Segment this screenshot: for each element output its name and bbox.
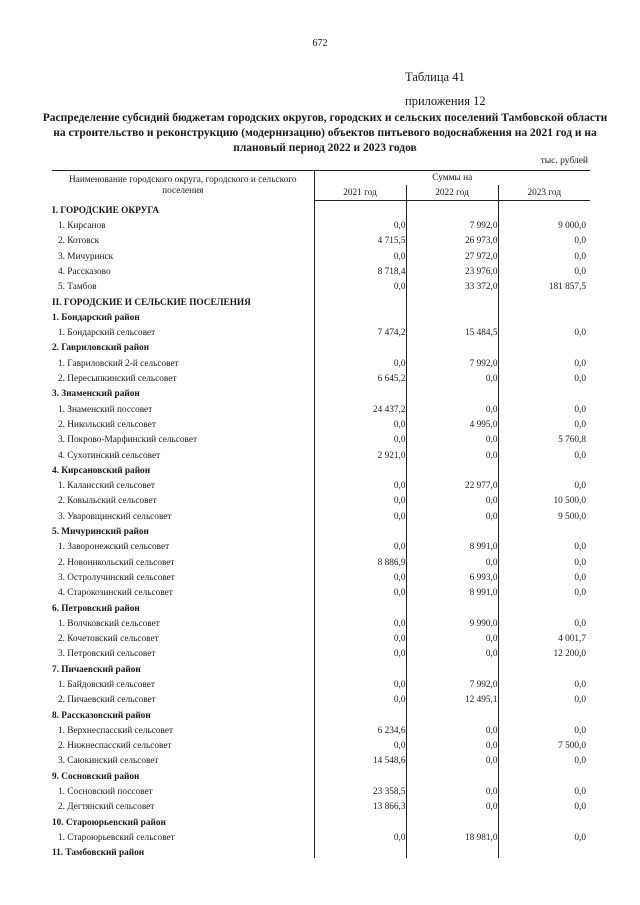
value-2022 [406,812,498,827]
table-body [52,201,590,859]
value-2022: 7 992,0 [406,353,498,368]
table-row [52,399,590,414]
row-name: 3. Знаменский район [52,389,140,400]
table-row [52,262,590,277]
value-2021: 24 437,2 [314,399,406,414]
row-name: 4. Старокозинский сельсовет [58,588,173,599]
value-2021: 6 234,6 [314,721,406,736]
value-2021: 8 718,4 [314,262,406,277]
row-name: 3. Саюкинский сельсовет [58,756,159,767]
value-2022: 33 372,0 [406,277,498,292]
row-name: 5. Мичуринский район [52,527,149,538]
table-row [52,552,590,567]
value-2021: 7 474,2 [314,323,406,338]
table-row [52,430,590,445]
value-2021: 0,0 [314,216,406,231]
value-2022 [406,522,498,537]
row-name: 1. Бондарский район [52,312,140,323]
value-2023 [498,384,590,399]
value-2023: 0,0 [498,751,590,766]
value-2022: 0,0 [406,506,498,521]
row-name: 2. Гавриловский район [52,343,150,354]
value-2023 [498,705,590,720]
row-name: 2. Дегтянский сельсовет [58,802,155,813]
value-2022: 0,0 [406,644,498,659]
value-2022: 0,0 [406,751,498,766]
value-2022: 4 995,0 [406,415,498,430]
value-2022: 0,0 [406,491,498,506]
value-2021 [314,308,406,323]
value-2021 [314,766,406,781]
table-row [52,506,590,521]
table-row [52,568,590,583]
value-2021 [314,522,406,537]
district-row [52,766,590,781]
value-2023: 0,0 [498,583,590,598]
row-name: 2. Котовск [58,236,100,247]
value-2023: 10 500,0 [498,491,590,506]
row-name: II. ГОРОДСКИЕ И СЕЛЬСКИЕ ПОСЕЛЕНИЯ [52,297,251,308]
table-row [52,629,590,644]
value-2022: 0,0 [406,782,498,797]
value-2023: 12 200,0 [498,644,590,659]
value-2023: 0,0 [498,782,590,797]
row-name: 6. Петровский район [52,603,140,614]
value-2021 [314,659,406,674]
document-title: Распределение субсидий бюджетам городских округов, городских и сельских поселений Тамбовской области на строительство и реконструкцию (модернизацию) объектов питьевого водоснабжения на 2021 год и на плановый период 2022 и 2023 годов [42,112,608,154]
value-2023 [498,201,590,216]
value-2023: 0,0 [498,246,590,261]
value-2022: 12 495,1 [406,690,498,705]
value-2021: 13 866,3 [314,797,406,812]
row-name: 7. Пичаевский район [52,664,141,675]
value-2023: 0,0 [498,476,590,491]
value-2021: 14 548,6 [314,751,406,766]
section-row [52,201,590,216]
value-2022 [406,705,498,720]
value-2022: 0,0 [406,445,498,460]
table-row [52,828,590,843]
district-row [52,522,590,537]
value-2021: 0,0 [314,506,406,521]
value-2022 [406,308,498,323]
value-2021: 0,0 [314,353,406,368]
row-name: 8. Рассказовский район [52,710,151,721]
row-name: 1. Бондарский сельсовет [58,328,156,339]
value-2021: 0,0 [314,568,406,583]
value-2022 [406,598,498,613]
row-name: 3. Мичуринск [58,251,114,262]
row-name: 2. Нижнеспасский сельсовет [58,741,172,752]
value-2021: 0,0 [314,736,406,751]
table-row [52,751,590,766]
row-name: 2. Пересыпкинский сельсовет [58,374,177,385]
value-2023: 4 001,7 [498,629,590,644]
table-row [52,246,590,261]
value-2022: 0,0 [406,369,498,384]
value-2023: 0,0 [498,690,590,705]
header-sums-group: Суммы на [314,171,590,186]
value-2023: 181 857,5 [498,277,590,292]
value-2023: 0,0 [498,262,590,277]
value-2023 [498,659,590,674]
value-2022: 8 991,0 [406,537,498,552]
value-2021 [314,201,406,216]
value-2022: 8 991,0 [406,583,498,598]
row-name: 4. Рассказово [58,266,111,277]
value-2023: 7 500,0 [498,736,590,751]
table-row [52,690,590,705]
value-2023: 0,0 [498,445,590,460]
table-row [52,721,590,736]
value-2023: 0,0 [498,231,590,246]
table-row [52,445,590,460]
value-2023: 0,0 [498,537,590,552]
row-name: 1. Гавриловский 2-й сельсовет [58,358,179,369]
value-2021 [314,292,406,307]
value-2021: 6 645,2 [314,369,406,384]
row-name: 11. Тамбовский район [52,848,145,859]
value-2023 [498,338,590,353]
value-2021: 2 921,0 [314,445,406,460]
value-2023: 0,0 [498,721,590,736]
value-2021: 0,0 [314,644,406,659]
value-2023: 0,0 [498,415,590,430]
header-year-2022: 2022 год [406,185,498,201]
value-2022 [406,201,498,216]
row-name: 2. Новоникольский сельсовет [58,557,175,568]
value-2022: 0,0 [406,736,498,751]
value-2021: 23 358,5 [314,782,406,797]
value-2021: 0,0 [314,430,406,445]
row-name: 9. Сосновский район [52,771,140,782]
value-2023 [498,461,590,476]
value-2022: 0,0 [406,629,498,644]
row-name: 1. Заворонежский сельсовет [58,542,170,553]
value-2021: 0,0 [314,537,406,552]
row-name: 3. Остролучинский сельсовет [58,572,175,583]
value-2022: 0,0 [406,797,498,812]
value-2021: 0,0 [314,476,406,491]
value-2021: 0,0 [314,675,406,690]
value-2022 [406,384,498,399]
district-row [52,308,590,323]
row-name: 2. Никольский сельсовет [58,419,156,430]
row-name: 2. Пичаевский сельсовет [58,695,156,706]
table-row [52,277,590,292]
value-2021: 0,0 [314,583,406,598]
value-2023: 0,0 [498,369,590,384]
value-2021: 8 886,9 [314,552,406,567]
value-2022 [406,659,498,674]
value-2023 [498,766,590,781]
table-row [52,323,590,338]
row-name: 3. Петровский сельсовет [58,649,156,660]
value-2021: 0,0 [314,614,406,629]
district-row [52,812,590,827]
table-row [52,537,590,552]
row-name: 1. Калаисский сельсовет [58,481,155,492]
appendix-label: приложения 12 [405,94,486,108]
value-2021: 0,0 [314,629,406,644]
row-name: 1. Знаменский поссовет [58,404,153,415]
value-2022: 15 484,5 [406,323,498,338]
value-2022: 0,0 [406,552,498,567]
value-2023: 0,0 [498,323,590,338]
district-row [52,705,590,720]
row-name: 2. Кочетовский сельсовет [58,634,159,645]
value-2021: 0,0 [314,828,406,843]
value-2023: 0,0 [498,797,590,812]
value-2022 [406,461,498,476]
row-name: 4. Кирсановский район [52,465,151,476]
table-row [52,216,590,231]
row-name: 1. Староюрьевский сельсовет [58,832,175,843]
table-row [52,231,590,246]
page-number: 672 [312,38,328,49]
value-2022 [406,292,498,307]
value-2023: 0,0 [498,675,590,690]
value-2021: 4 715,5 [314,231,406,246]
table-row [52,583,590,598]
row-name: 1. Верхнеспасский сельсовет [58,725,174,736]
value-2023: 0,0 [498,828,590,843]
value-2021: 0,0 [314,690,406,705]
value-2023 [498,308,590,323]
value-2023 [498,843,590,858]
value-2023: 5 760,8 [498,430,590,445]
district-row [52,384,590,399]
row-name: I. ГОРОДСКИЕ ОКРУГА [52,205,160,216]
value-2022: 0,0 [406,399,498,414]
value-2022: 9 990,0 [406,614,498,629]
section-row [52,292,590,307]
table-label: Таблица 41 [405,70,465,84]
value-2023: 0,0 [498,552,590,567]
row-name: 4. Сухотинский сельсовет [58,450,161,461]
value-2023 [498,522,590,537]
district-row [52,338,590,353]
value-2021 [314,843,406,858]
value-2023 [498,292,590,307]
value-2023 [498,812,590,827]
value-2021 [314,338,406,353]
table-row [52,491,590,506]
value-2021 [314,705,406,720]
row-name: 5. Тамбов [58,282,97,293]
value-2023: 9 000,0 [498,216,590,231]
value-2021 [314,384,406,399]
district-row [52,598,590,613]
row-name: 10. Староюрьевский район [52,817,166,828]
value-2022 [406,843,498,858]
value-2021: 0,0 [314,491,406,506]
value-2023 [498,598,590,613]
value-2021 [314,461,406,476]
district-row [52,461,590,476]
table-row [52,644,590,659]
value-2022: 6 993,0 [406,568,498,583]
table-row [52,782,590,797]
value-2022: 22 977,0 [406,476,498,491]
value-2022: 0,0 [406,430,498,445]
row-name: 1. Кирсанов [58,221,106,232]
district-row [52,659,590,674]
value-2023: 0,0 [498,353,590,368]
row-name: 2. Ковыльский сельсовет [58,496,157,507]
row-name: 3. Покрово-Марфинский сельсовет [58,435,198,446]
value-2022 [406,766,498,781]
value-2022: 18 981,0 [406,828,498,843]
table-row [52,797,590,812]
header-year-2021: 2021 год [314,185,406,201]
row-name: 1. Волчковский сельсовет [58,618,160,629]
value-2022: 7 992,0 [406,675,498,690]
value-2023: 9 500,0 [498,506,590,521]
value-2022: 23 976,0 [406,262,498,277]
value-2023: 0,0 [498,399,590,414]
table-row [52,476,590,491]
table-row [52,369,590,384]
subsidy-table [52,170,590,858]
table-row [52,736,590,751]
header-year-2023: 2023 год [498,185,590,201]
row-name: 1. Сосновский поссовет [58,787,153,798]
row-name: 3. Уваровщинский сельсовет [58,511,172,522]
value-2021: 0,0 [314,415,406,430]
value-2021: 0,0 [314,277,406,292]
value-2022: 27 972,0 [406,246,498,261]
value-2023: 0,0 [498,568,590,583]
table-row [52,353,590,368]
value-2021: 0,0 [314,246,406,261]
value-2022 [406,338,498,353]
header-name-column: Наименование городского округа, городского и сельского поселения [52,171,314,201]
table-row [52,675,590,690]
value-2022: 7 992,0 [406,216,498,231]
value-2021 [314,812,406,827]
unit-label: тыс. рублей [540,156,588,166]
value-2021 [314,598,406,613]
value-2022: 0,0 [406,721,498,736]
table-row [52,614,590,629]
district-row [52,843,590,858]
row-name: 1. Байдовский сельсовет [58,680,155,690]
value-2022: 26 973,0 [406,231,498,246]
table-row [52,415,590,430]
value-2023: 0,0 [498,614,590,629]
table-header [52,171,590,201]
